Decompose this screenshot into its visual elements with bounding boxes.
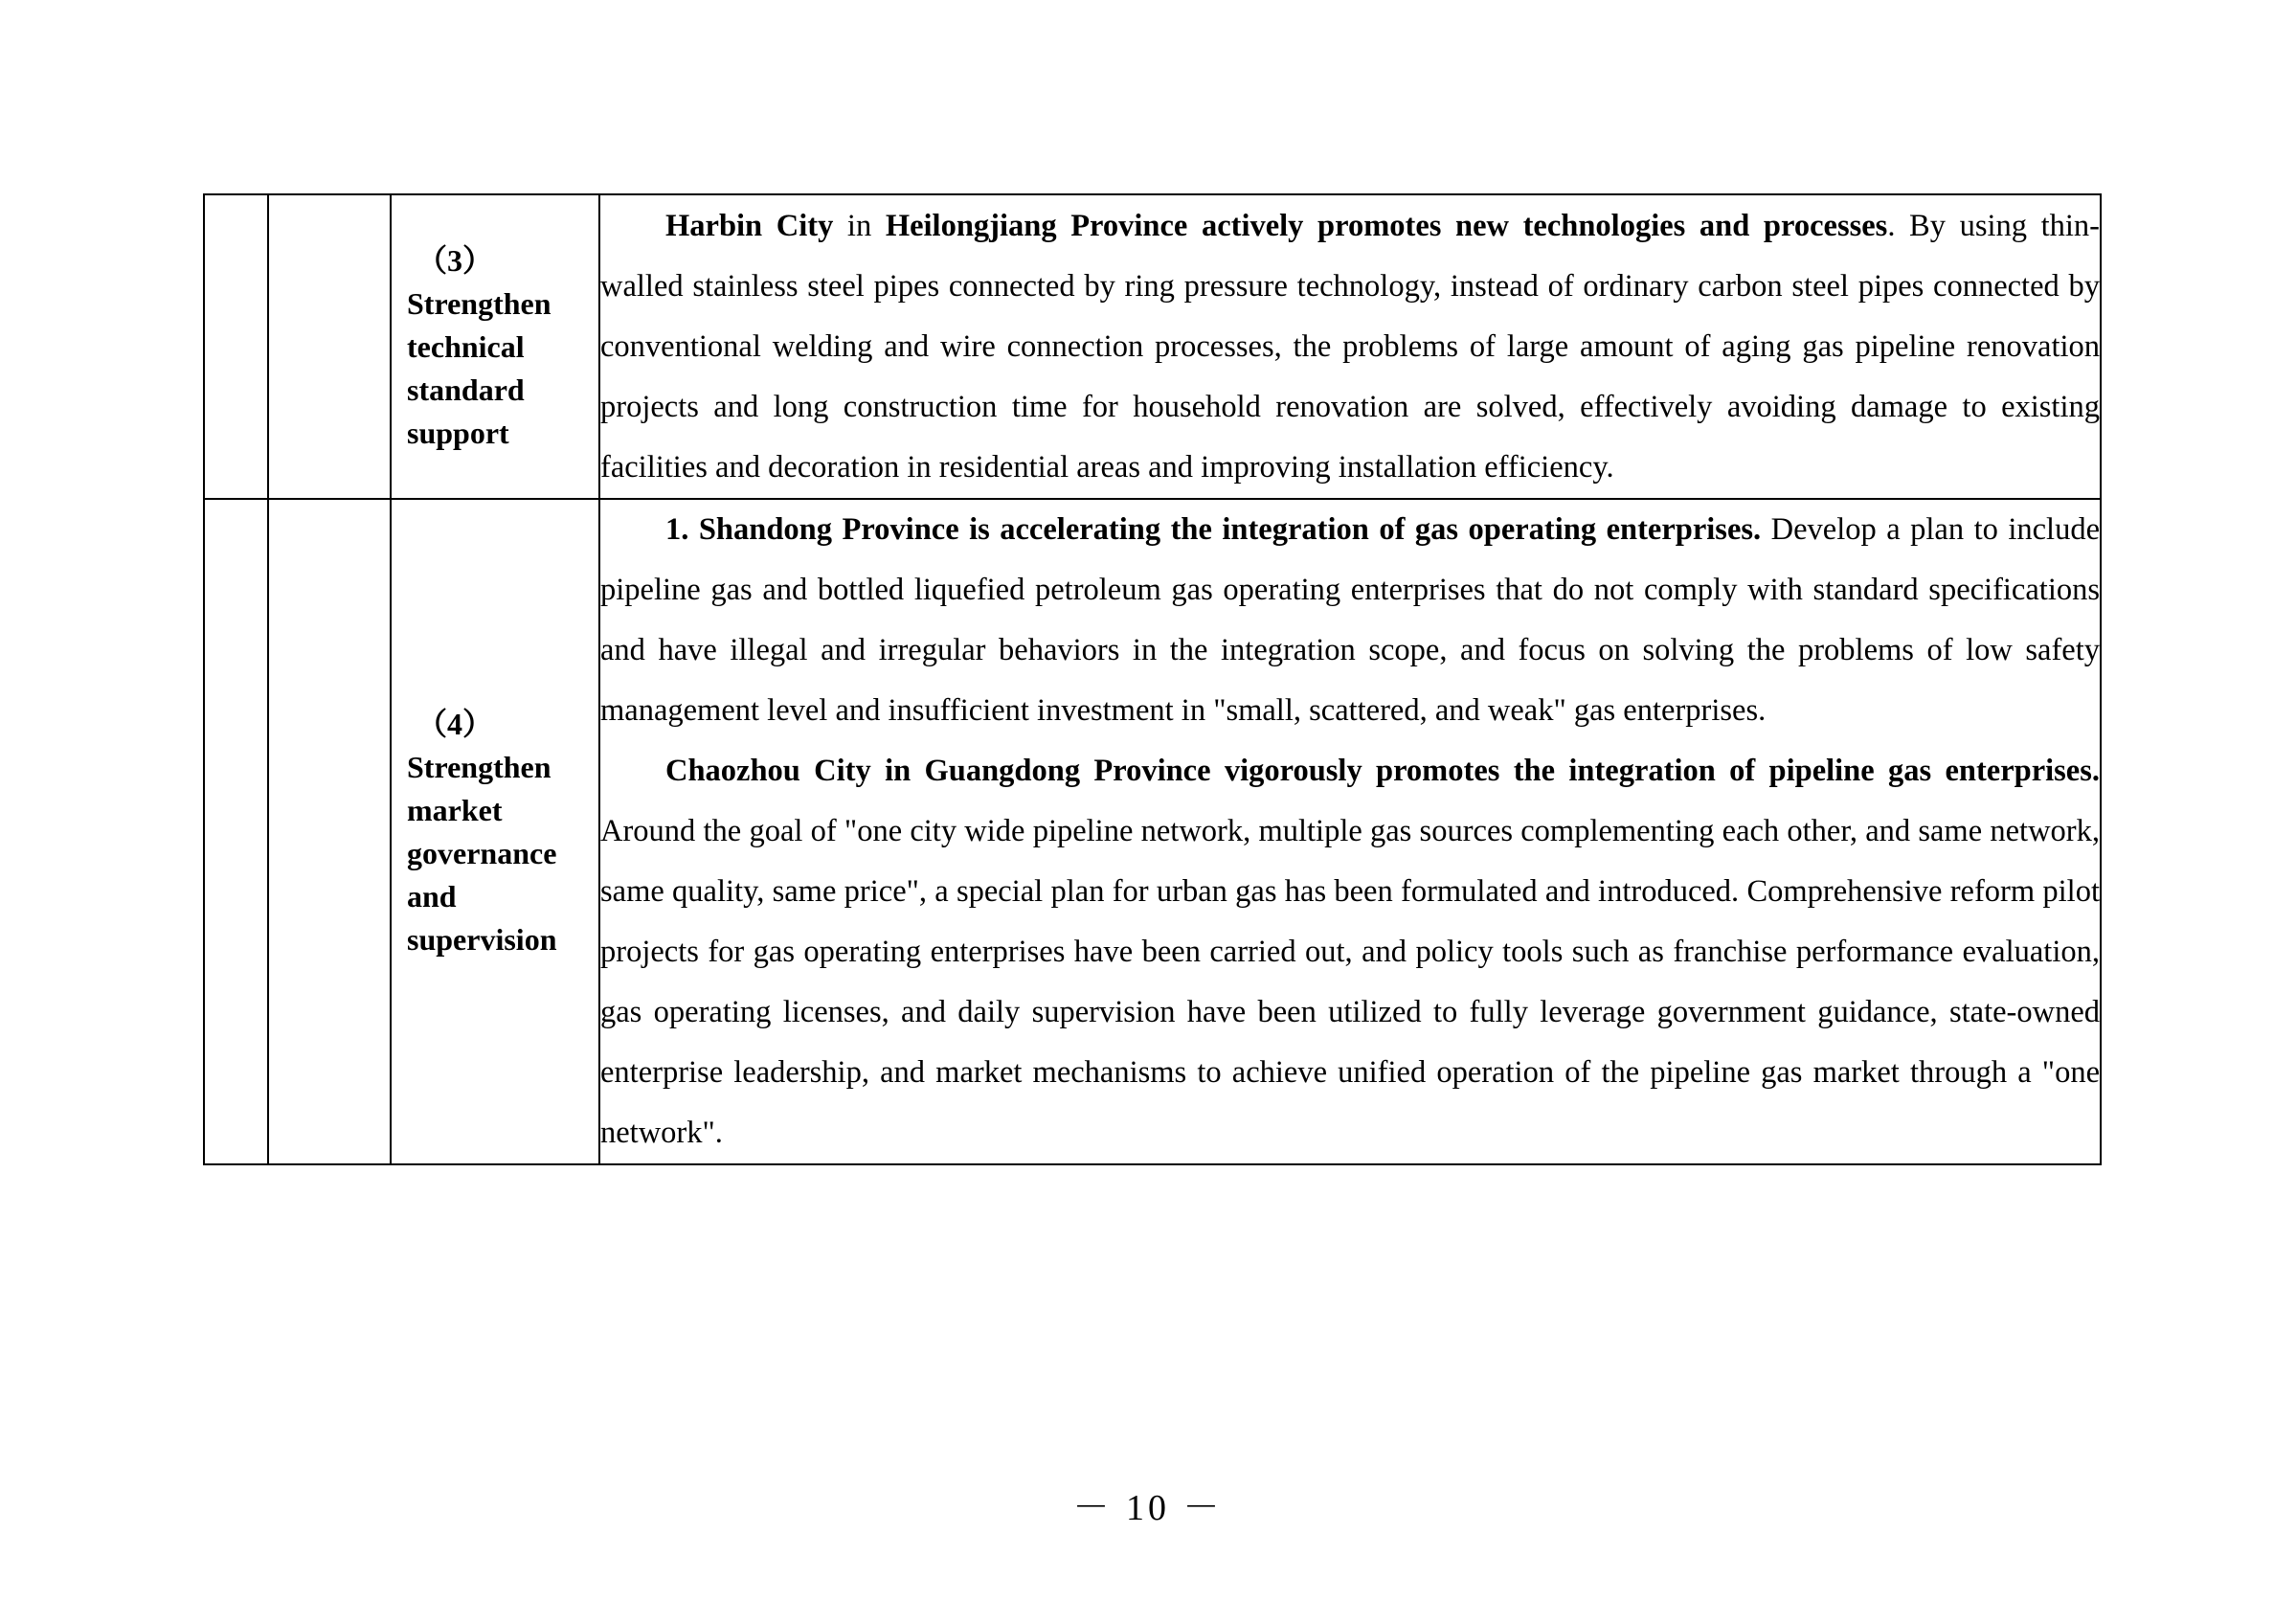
category-number: （4） [416, 706, 494, 741]
table-row [204, 194, 2101, 499]
category-label-line: and [407, 878, 457, 914]
bold-text: 1. Shandong Province is accelerating the integration of gas operating enterprises. [665, 512, 1762, 547]
category-heading [392, 239, 598, 455]
bold-text: Harbin City [665, 208, 834, 243]
body-text: Around the goal of "one city wide pipeline network, multiple gas sources complementing each other, and same network, same quality, same price", a special plan for urban gas has been formulated and introduced. Comprehensive reform pilot projects for gas operating enterprises have been carried out, and policy tools such as franchise performance evaluation, gas operating licenses, and daily supervision have been utilized to fully leverage government guidance, state-owned enterprise leadership, and market mechanisms to achieve unified operation of the pipeline gas market through a "one network". [600, 814, 2100, 1150]
policy-table [203, 193, 2102, 1165]
content-paragraph [600, 741, 2100, 1163]
body-text: in [833, 208, 886, 243]
content-paragraph [600, 500, 2100, 741]
category-number: （3） [416, 242, 494, 278]
empty-cell [268, 194, 391, 499]
bold-text: Chaozhou City in Guangdong Province vigorously promotes the integration of pipeline gas enterprises. [665, 754, 2100, 788]
content-cell [599, 194, 2101, 499]
body-text: Develop a plan to include pipeline gas and bottled liquefied petroleum gas operating enterprises that do not comply with standard specifications and have illegal and irregular behaviors in the integration scope, and focus on solving the problems of low safety management level and insufficient investment in "small, scattered, and weak" gas enterprises. [600, 512, 2100, 728]
empty-cell [268, 499, 391, 1164]
empty-cell [204, 194, 268, 499]
category-cell [391, 499, 599, 1164]
category-label-line: support [407, 415, 509, 450]
content-cell [599, 499, 2101, 1164]
category-label-line: supervision [407, 921, 557, 957]
category-heading [392, 703, 598, 961]
category-label-line: Strengthen [407, 285, 551, 321]
empty-cell [204, 499, 268, 1164]
category-label-line: market [407, 792, 503, 827]
page-number: － 10 － [1072, 1488, 1224, 1528]
bold-text: Heilongjiang Province actively promotes new technologies and processes [885, 208, 1888, 243]
category-label-line: standard [407, 372, 525, 407]
policy-table-body [204, 194, 2101, 1164]
table-row [204, 499, 2101, 1164]
category-label-line: Strengthen [407, 749, 551, 784]
category-cell [391, 194, 599, 499]
category-label-line: governance [407, 835, 557, 870]
content-paragraph [600, 196, 2100, 498]
body-text: . By using thin-walled stainless steel pipes connected by ring pressure technology, instead of ordinary carbon steel pipes connected by conventional welding and wire connection processes, the problems of large amount of aging gas pipeline renovation projects and long construction time for household renovation are solved, effectively avoiding damage to existing facilities and decoration in residential areas and improving installation efficiency. [600, 208, 2100, 485]
category-label-line: technical [407, 328, 525, 364]
